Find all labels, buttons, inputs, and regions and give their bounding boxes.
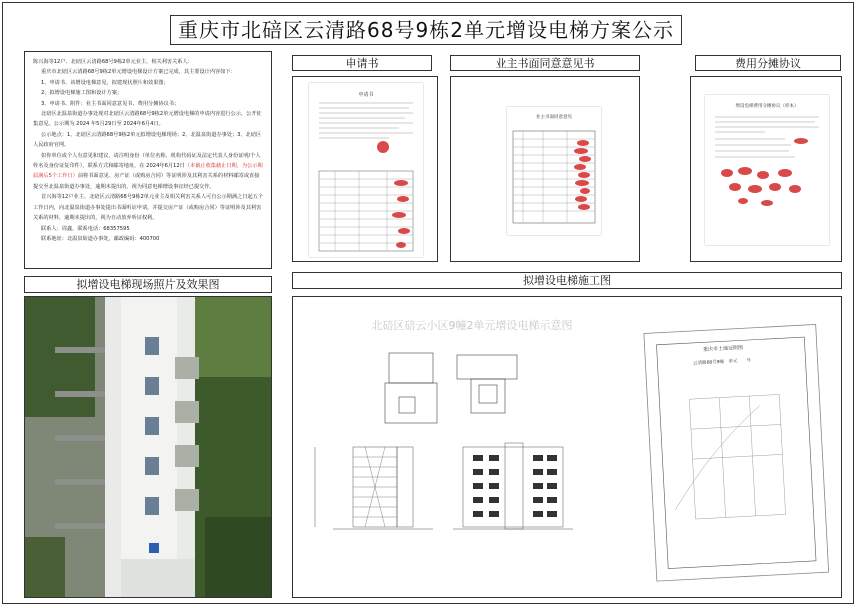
application-doc-content (309, 83, 423, 257)
application-document (309, 83, 423, 257)
construction-drawing-panel (292, 296, 842, 598)
notice-panel (24, 51, 272, 269)
page-title: 重庆市北碚区云清路68号9栋2单元增设电梯方案公示 (170, 15, 682, 45)
notice-line: 3、申请书、附件：业主书面同意意见书、费用分摊协议书； (41, 100, 180, 107)
application-doc-title: 申请书 (358, 92, 374, 98)
objection-text: 如你单位或个人有意见和建议，请注明身份（单位名称、机构代码证及法定代表人身份证明/个人姓名及身份证复印件），联系方式和邮寄地址，在 2024年6月12日 (33, 152, 261, 170)
consent-doc-table (507, 107, 601, 235)
notice-address: 联系地址：北温泉街道办事处，邮政编码：400700 (41, 235, 160, 242)
site-photo-label: 拟增设电梯现场照片及效果图 (24, 276, 272, 293)
notice-line: 公示地点：1、北碚区云清路68号9栋2单元拟增设电梯现场；2、北温泉街道办事处；3、北碚区人民政府官网。 (33, 131, 262, 149)
drawing-title: 北碚区碚云小区9幢2单元增设电梯示意图 (371, 319, 573, 332)
owner-consent-label: 业主书面同意意见书 (450, 55, 640, 71)
construction-drawing-label: 拟增设电梯施工图 (292, 272, 842, 289)
agreement-doc-title: 增设电梯费用分摊协议（样本） (735, 104, 799, 109)
notice-objection-paragraph (33, 151, 264, 193)
agreement-doc-content (705, 95, 829, 245)
cost-agreement-panel (690, 76, 842, 262)
consent-document (507, 107, 601, 235)
land-cert-subtitle: 云清路68号9幢 单元 号 (692, 358, 752, 367)
objection-text-end: 前将书面意见、房产证（或购房合同）等证明涉及其利害关系的材料邮寄或直接提交至北温泉街道办事处，逾期未提出的，视为同意电梯增设事宜经已提交作。 (33, 173, 260, 190)
cost-agreement-label: 费用分摊协议 (695, 55, 841, 71)
elevator-drawing (293, 297, 842, 598)
notice-line: 陈兴海等12户、北碚区云清路68号9栋2单元业主、相关利害关系人： (33, 59, 193, 65)
notice-line: 2、拟增设电梯施工图和设计方案； (41, 90, 123, 97)
notice-line: 重庆市北碚区云清路68号9栋2单元增设电梯设计方案已完成，其主要设计内容如下： (41, 69, 236, 76)
notice-line: 1、申请书、该增设电梯意见、拟建现状照片和效果图； (41, 79, 169, 86)
site-photo-panel (24, 296, 272, 598)
application-label: 申请书 (292, 55, 432, 71)
site-photo (25, 297, 272, 598)
agreement-document (705, 95, 829, 245)
consent-doc-title: 业主书面同意意见 (536, 115, 572, 120)
notice-line: 北碚区北温泉街道办事处现对北碚区云清路68号9栋2单元增设电梯的申请内容进行公示，公开征集意见。公示期为 2024 年5月29日至 2024年6月4日。 (33, 111, 262, 128)
objection-deadline-note: （本截止收集截止日期，为公示期届满后5个工作日） (33, 163, 263, 180)
land-cert-title: 重庆市土地证附图 (702, 344, 744, 354)
notice-hearing-paragraph: 首兴海等12户业主、北碚区云清路68号9栋2单元业主及相关利害关系人可自公示期满之日起五个工作日内，向北温泉街道办事处提出书面听证申请，并提交房产证（或购房合同）等证明涉及其利害关系的材料，逾期未提出的，视为自动放弃听证权利。 (33, 194, 264, 222)
owner-consent-panel (450, 76, 640, 262)
application-panel (292, 76, 438, 262)
notice-contact: 联系人：周鑫，联系电话：68357595 (41, 225, 130, 232)
